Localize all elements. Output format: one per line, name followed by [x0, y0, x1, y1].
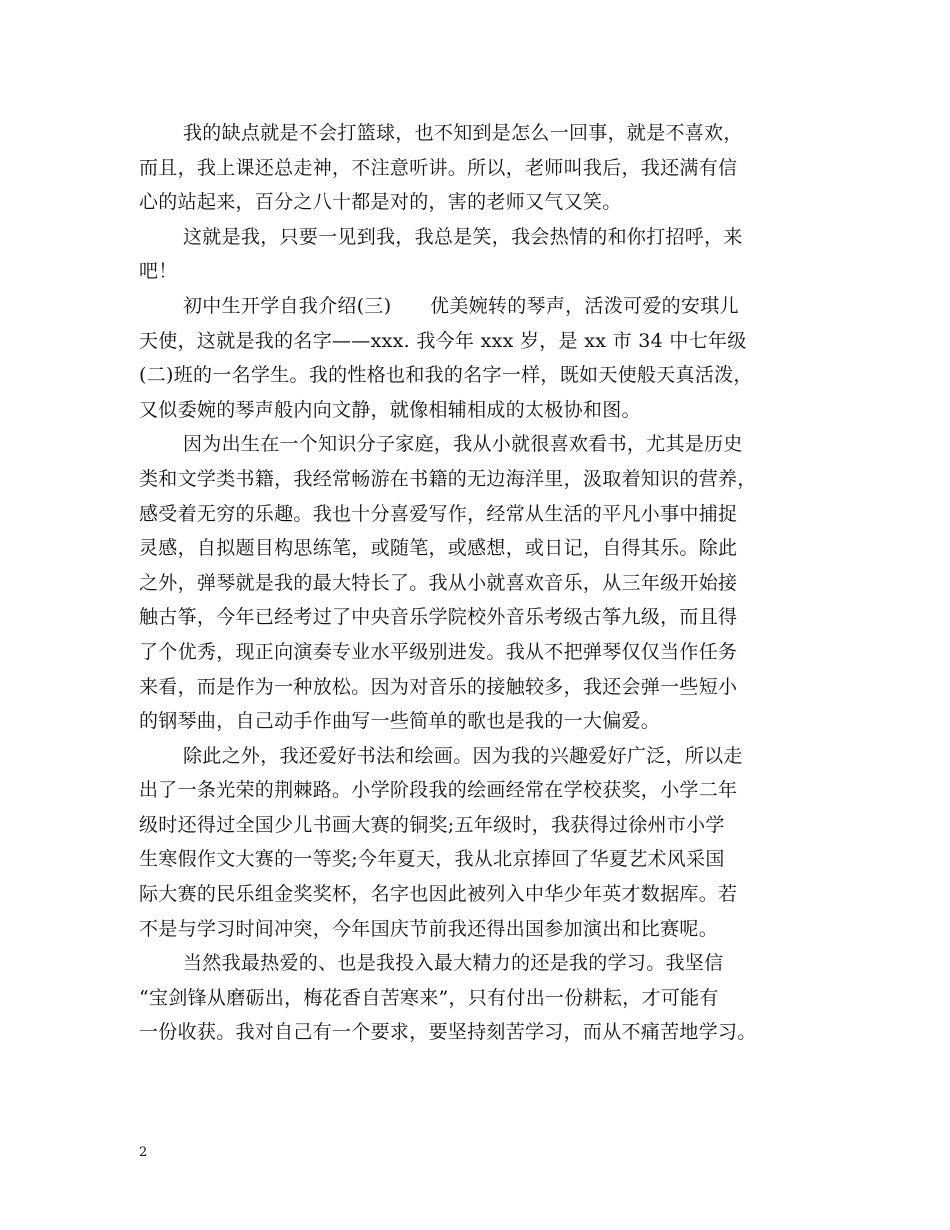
body-text: [139, 116, 829, 1050]
text-line: 当然我最热爱的、也是我投入最大精力的还是我的学习。我坚信: [183, 952, 724, 975]
text-line: 触古筝，今年已经考过了中央音乐学院校外音乐考级古筝九级，而且得: [139, 606, 738, 629]
text-line: 天使，这就是我的名字——xxx. 我今年 xxx 岁，是 xx 市 34 中七年级: [139, 329, 747, 352]
text-line: 生寒假作文大赛的一等奖;今年夏天，我从北京捧回了华夏艺术风采国: [139, 848, 725, 871]
text-line: 出了一条光荣的荆棘路。小学阶段我的绘画经常在学校获奖，小学二年: [139, 779, 738, 802]
text-line: 这就是我，只要一见到我，我总是笑，我会热情的和你打招呼，来: [183, 225, 743, 248]
text-line: 而且，我上课还总走神，不注意听讲。所以，老师叫我后，我还满有信: [139, 156, 738, 179]
text-line: 又似委婉的琴声般内向文静，就像相辅相成的太极协和图。: [139, 398, 641, 421]
text-line: 心的站起来，百分之八十都是对的，害的老师又气又笑。: [139, 191, 622, 214]
text-line: 际大赛的民乐组金奖奖杯，名字也因此被列入中华少年英才数据库。若: [139, 883, 738, 906]
text-line: 吧！: [139, 260, 178, 283]
text-line: 感受着无穷的乐趣。我也十分喜爱写作，经常从生活的平凡小事中捕捉: [139, 502, 738, 525]
text-line: 类和文学类书籍，我经常畅游在书籍的无边海洋里，汲取着知识的营养，: [139, 467, 757, 490]
text-line: 因为出生在一个知识分子家庭，我从小就很喜欢看书，尤其是历史: [183, 433, 743, 456]
page-number: 2: [139, 1145, 148, 1160]
text-line: 我的缺点就是不会打篮球，也不知到是怎么一回事，就是不喜欢，: [183, 122, 743, 144]
text-line: 不是与学习时间冲突，今年国庆节前我还得出国参加演出和比赛呢。: [139, 917, 719, 940]
text-line: 的钢琴曲，自己动手作曲写一些简单的歌也是我的一大偏爱。: [139, 710, 661, 733]
text-line: 除此之外，我还爱好书法和绘画。因为我的兴趣爱好广泛，所以走: [183, 744, 743, 767]
text-line: 灵感，自拟题目构思练笔，或随笔，或感想，或日记，自得其乐。除此: [139, 537, 738, 560]
text-line: 初中生开学自我介绍(三) 优美婉转的琴声，活泼可爱的安琪儿: [183, 294, 739, 317]
text-line: 一份收获。我对自己有一个要求，要坚持刻苦学习，而从不痛苦地学习。: [139, 1021, 757, 1044]
text-line: (二)班的一名学生。我的性格也和我的名字一样，既如天使般天真活泼，: [139, 364, 753, 387]
text-line: 级时还得过全国少儿书画大赛的铜奖;五年级时，我获得过徐州市小学: [139, 813, 725, 836]
text-line: 之外，弹琴就是我的最大特长了。我从小就喜欢音乐，从三年级开始接: [139, 571, 738, 594]
text-line: “宝剑锋从磨砺出，梅花香自苦寒来”，只有付出一份耕耘，才可能有: [139, 986, 719, 1009]
text-line: 了个优秀，现正向演奏专业水平级别进发。我从不把弹琴仅仅当作任务: [139, 640, 738, 663]
text-line: 来看，而是作为一种放松。因为对音乐的接触较多，我还会弹一些短小: [139, 675, 738, 698]
